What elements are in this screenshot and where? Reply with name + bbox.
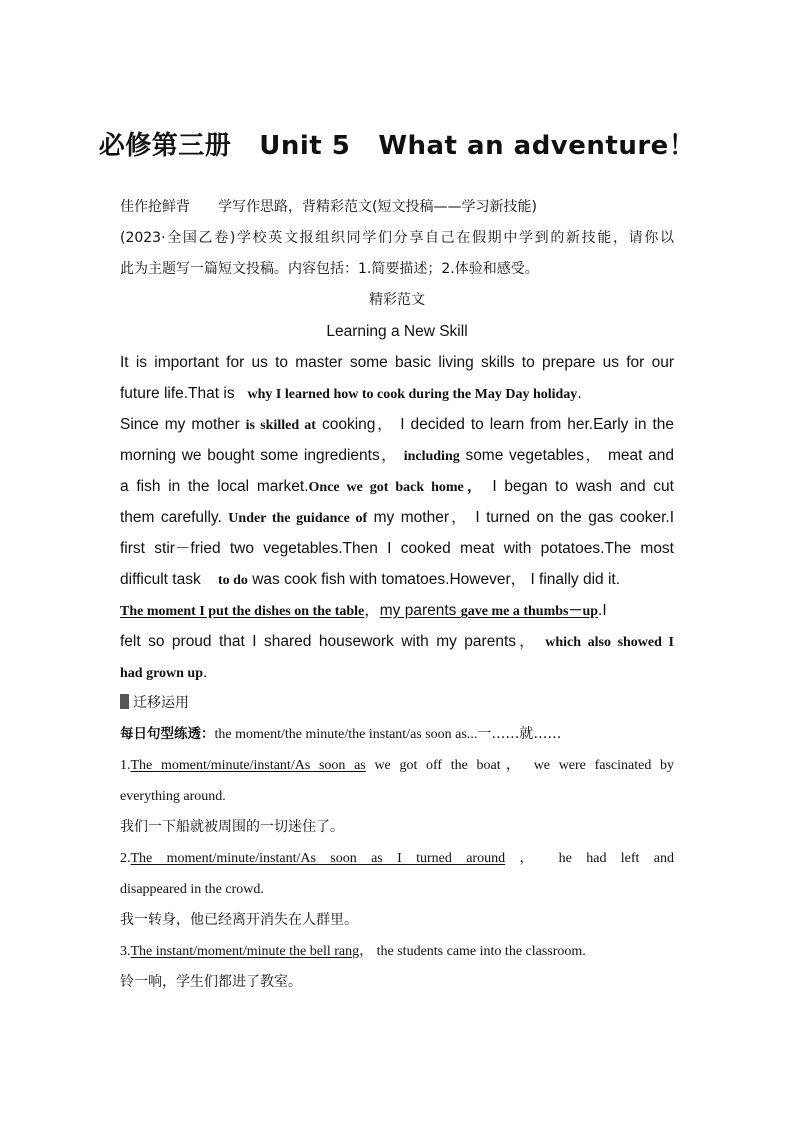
exercise-number: 3. — [120, 944, 131, 959]
essay-text: cooking， I decided to learn from her.Early in the — [321, 416, 674, 433]
highlighted-phrase: including — [403, 449, 460, 464]
essay-text: morning we bought some ingredients， — [120, 447, 398, 464]
essay-text: .I — [598, 602, 607, 619]
exercise-2-line: disappeared in the crowd. — [120, 882, 264, 897]
essay-title: Learning a New Skill — [326, 323, 468, 340]
section-description: 学写作思路，背精彩范文(短文投稿——学习新技能) — [218, 199, 537, 215]
essay-line — [120, 471, 674, 502]
exercise-3-translation: 铃一响，学生们都进了教室。 — [120, 974, 302, 990]
sample-heading: 精彩范文 — [369, 292, 425, 308]
highlighted-phrase: is skilled at — [245, 418, 316, 433]
essay-line — [120, 347, 674, 378]
essay-line — [120, 533, 674, 564]
prompt-line-1: (2023·全国乙卷)学校英文报组织同学们分享自己在假期中学到的新技能，请你以 — [120, 230, 674, 246]
essay-text: them carefully. — [120, 509, 222, 526]
exercise-text: ， he had left and — [519, 851, 674, 866]
exercise-answer: The instant/moment/minute the bell rang — [130, 944, 360, 959]
exercise-2-line — [120, 843, 674, 874]
practice-section-heading — [120, 688, 674, 719]
exercise-number: 2. — [120, 851, 131, 866]
exercise-text: ， the students came into the classroom. — [359, 944, 586, 959]
exercise-1-line: everything around. — [120, 789, 226, 804]
document-body — [120, 192, 674, 998]
square-bullet-icon — [120, 694, 129, 709]
essay-text: first stir－fried two vegetables.Then I cooked meat with potatoes.The most — [120, 540, 674, 557]
highlighted-phrase: had grown up — [120, 666, 204, 681]
essay-text: . — [577, 385, 582, 402]
title-unit: Unit 5 — [259, 131, 351, 161]
prompt-line-2: 此为主题写一篇短文投稿。内容包括：1.简要描述；2.体验和感受。 — [120, 261, 539, 277]
essay-line — [120, 595, 674, 626]
essay-text: I began to wash and cut — [492, 478, 674, 495]
exercise-answer: The moment/minute/instant/As soon as — [130, 758, 366, 773]
title-topic: What an adventure！ — [378, 131, 696, 161]
exercise-number: 1. — [120, 758, 131, 773]
pattern-english: the moment/the minute/the instant/as soon as... — [214, 727, 478, 742]
exercise-3-line — [120, 936, 674, 967]
highlighted-phrase: Once we got back home， — [308, 480, 485, 495]
practice-heading-text: 迁移运用 — [133, 695, 189, 711]
highlighted-phrase: Under the guidance of — [228, 511, 368, 526]
exercise-1-translation: 我们一下船就被周围的一切迷住了。 — [120, 819, 344, 835]
essay-text: difficult task — [120, 571, 201, 588]
essay-line — [120, 440, 674, 471]
essay-line — [120, 409, 674, 440]
essay-text: ， — [364, 602, 380, 619]
essay-line — [120, 564, 674, 595]
essay-line — [120, 626, 674, 657]
exercise-1-line — [120, 750, 674, 781]
pattern-chinese: 一……就…… — [477, 726, 562, 742]
page-title — [0, 125, 794, 162]
essay-text: my parents — [379, 602, 461, 619]
essay-text: It is important for us to master some basic living skills to prepare us for our — [120, 354, 674, 371]
highlighted-phrase: why I learned how to cook during the May Day holiday — [247, 387, 578, 402]
title-book: 必修第三册 — [98, 131, 232, 161]
highlighted-phrase: The moment I put the dishes on the table — [120, 604, 365, 619]
essay-text: a fish in the local market. — [120, 478, 309, 495]
section-header-line — [120, 192, 674, 223]
highlighted-phrase: gave me a thumbs－up — [460, 604, 599, 619]
pattern-line — [120, 719, 674, 750]
exercise-answer: The moment/minute/instant/As soon as I turned around — [130, 851, 506, 866]
essay-text: Since my mother — [120, 416, 240, 433]
essay-line — [120, 502, 674, 533]
section-label: 佳作抢鲜背 — [120, 199, 190, 215]
essay-text: my mother， I turned on the gas cooker.I — [373, 509, 674, 526]
highlighted-phrase: to do — [217, 573, 248, 588]
essay-text: . — [203, 664, 208, 681]
essay-text: was cook fish with tomatoes.However， I finally did it. — [252, 571, 621, 588]
essay-text: future life.That is — [120, 385, 235, 402]
exercise-2-translation: 我一转身，他已经离开消失在人群里。 — [120, 912, 358, 928]
pattern-label: 每日句型练透： — [120, 726, 215, 742]
essay-text: felt so proud that I shared housework with my parents， — [120, 633, 538, 650]
essay-line — [120, 378, 674, 409]
essay-text: some vegetables， meat and — [465, 447, 674, 464]
highlighted-phrase: which also showed I — [545, 635, 674, 650]
essay-line — [120, 657, 674, 688]
exercise-text: we got off the boat， we were fascinated by — [374, 758, 674, 773]
